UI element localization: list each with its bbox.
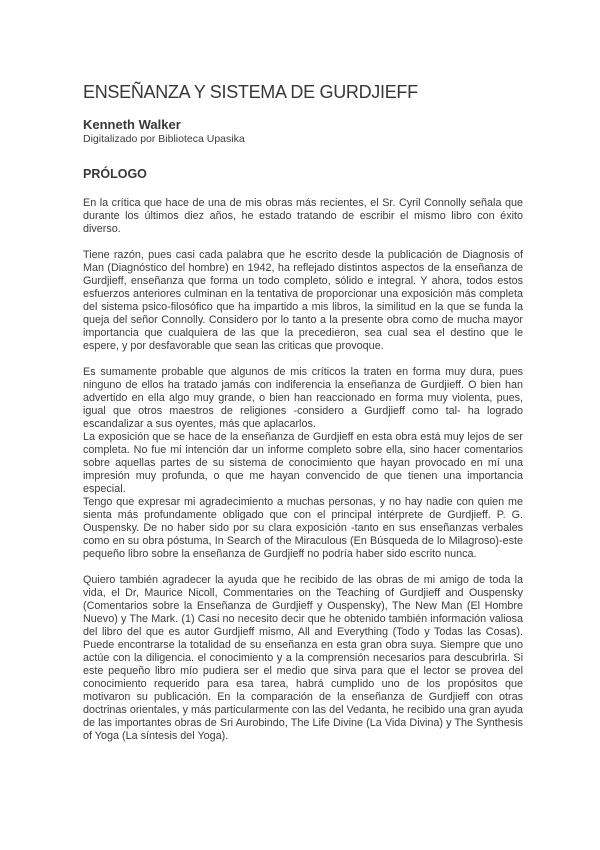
paragraph: Quiero también agradecer la ayuda que he recibido de las obras de mi amigo de toda la vida, el Dr, Maurice Nicoll, Commentaries on the Teaching of Gurdjieff and Ouspensky (Comentarios sobre la Enseñanza de Gurdjieff y Ouspensky), The New Man (El Hombre Nuevo) y The Mark. (1) Casi no necesito decir que he obtenido también información valiosa del libro del que es autor Gurdjieff mismo, All and Everything (Todo y Todas las Cosas). Puede encontrarse la totalidad de su enseñanza en esta gran obra suya. Siempre que uno actúe con la diligencia. el conocimiento y a la comprensión necesarios para descubrirla. Si este pequeño libro mío pudiera ser el medio que sirva para que el lector se provea del conocimiento requerido para esa tarea, habrá cumplido uno de los propósitos que motivaron su publicación. En la comparación de la enseñanza de Gurdjieff con otras doctrinas orientales, y más particularmente con las del Vedanta, he recibido una gran ayuda de las importantes obras de Sri Aurobindo, The Life Divine (La Vida Divina) y The Synthesis of Yoga (La síntesis del Yoga). xyxy=(83,574,523,742)
paragraph-block xyxy=(83,249,523,353)
section-heading-prologo: PRÓLOGO xyxy=(83,167,147,181)
page-content xyxy=(83,0,523,743)
digitization-credit: Digitalizado por Biblioteca Upasika xyxy=(83,133,245,145)
paragraph: Tiene razón, pues casi cada palabra que he escrito desde la publicación de Diagnosis of Man (Diagnóstico del hombre) en 1942, ha reflejado distintos aspectos de la enseñanza de Gurdjieff, enseñanza que forma un todo completo, sólido e integral. Y ahora, todos estos esfuerzos anteriores culminan en la tentativa de proporcionar una exposición más completa del sistema psico-filosófico que ha impartido a mis libros, la similitud en la que se funda la queja del señor Connolly. Considero por lo tanto a la presente obra como de mucha mayor importancia que cualquiera de las que la precedieron, sea cual sea el destino que le espere, y por desfavorable que sean las criticas que provoque. xyxy=(83,249,523,352)
paragraph-block xyxy=(83,366,523,561)
paragraph-block xyxy=(83,574,523,743)
paragraph-block xyxy=(83,197,523,236)
paragraph: Tengo que expresar mi agradecimiento a muchas personas, y no hay nadie con quien me sienta más profundamente obligado que con el principal intérprete de Gurdjieff. P. G. Ouspensky. De no haber sido por su clara exposición -tanto en sus enseñanzas verbales como en su obra póstuma, In Search of the Miraculous (En Búsqueda de lo Milagroso)-este pequeño libro sobre la enseñanza de Gurdjieff no podría haber sido escrito nunca. xyxy=(83,496,523,560)
paragraph: Es sumamente probable que algunos de mis críticos la traten en forma muy dura, pues ninguno de ellos ha tratado jamás con indiferencia la enseñanza de Gurdjieff. O bien han advertido en ella algo muy grande, o bien han reaccionado en forma muy violenta, pues, igual que otros maestros de religiones -considero a Gurdjieff como tal- ha logrado escandalizar a sus oyentes, más que aplacarlos. xyxy=(83,366,523,430)
document-title: ENSEÑANZA Y SISTEMA DE GURDJIEFF xyxy=(83,82,418,102)
body-text xyxy=(83,197,523,743)
author-name: Kenneth Walker xyxy=(83,117,181,132)
paragraph: La exposición que se hace de la enseñanza de Gurdjieff en esta obra está muy lejos de ser completa. No fue mi intención dar un informe completo sobre ella, sino hacer comentarios sobre aquellas partes de su sistema de conocimiento que hayan provocado en mí una impresión muy profunda, o que me hayan convencido de que tienen una importancia especial. xyxy=(83,431,523,495)
paragraph: En la crítica que hace de una de mis obras más recientes, el Sr. Cyril Connolly señala que durante los últimos diez años, he estado tratando de escribir el mismo libro con éxito diverso. xyxy=(83,197,523,235)
